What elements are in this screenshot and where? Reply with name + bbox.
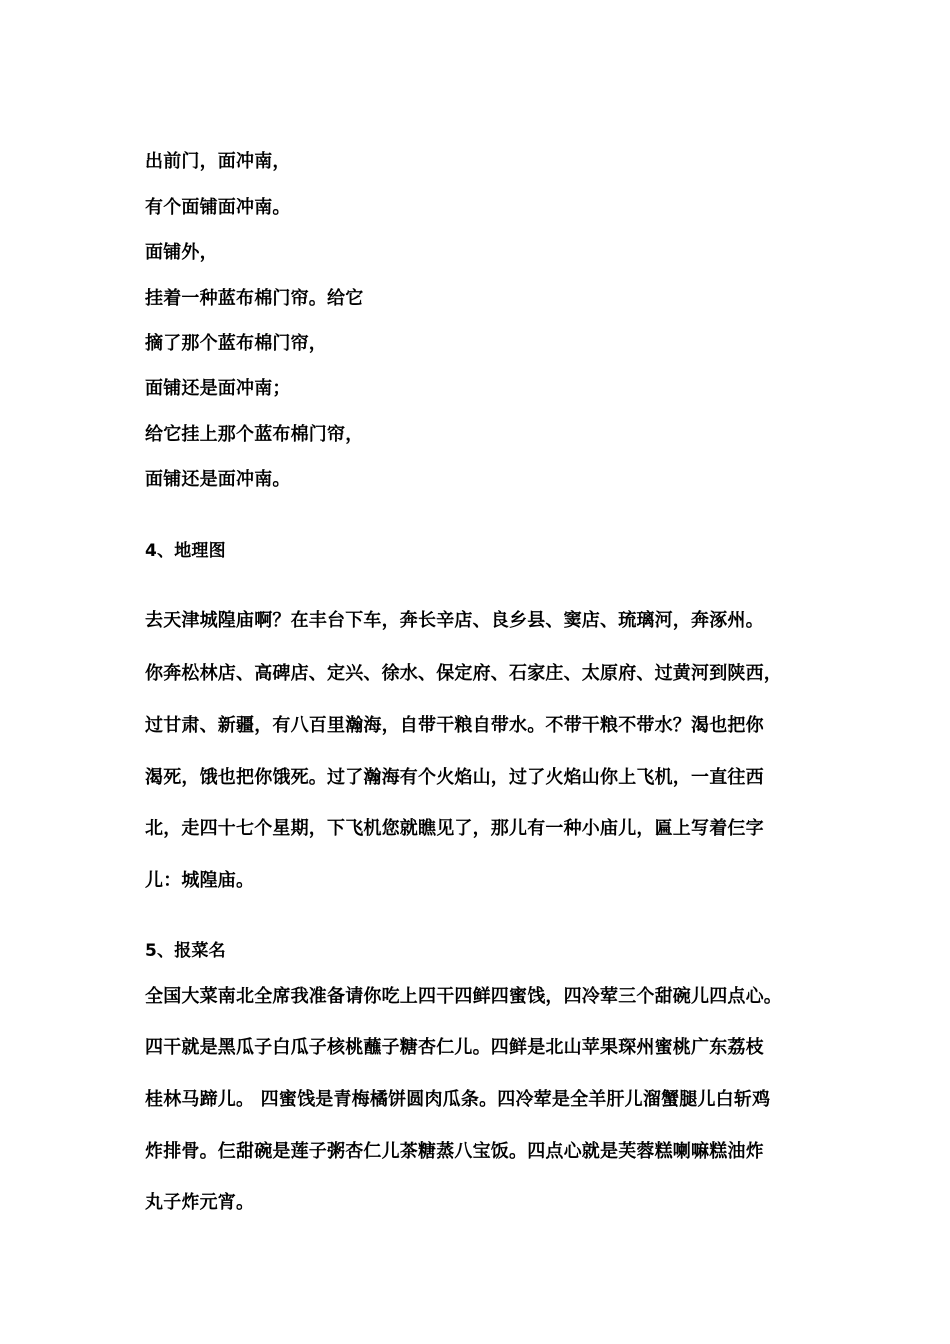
section-5-line-4: 炸排骨。仨甜碗是莲子粥杏仁儿茶糖蒸八宝饭。四点心就是芙蓉糕喇嘛糕油炸: [145, 1141, 764, 1162]
poem-line-3: 面铺外，: [145, 242, 218, 263]
section-4-line-4: 渴死，饿也把你饿死。过了瀚海有个火焰山，过了火焰山你上飞机，一直往西: [145, 767, 764, 788]
section-4-line-3: 过甘肃、新疆，有八百里瀚海，自带干粮自带水。不带干粮不带水？渴也把你: [145, 715, 764, 736]
section-4-line-6: 儿：城隍庙。: [145, 870, 255, 891]
poem-line-8: 面铺还是面冲南。: [145, 469, 291, 490]
poem-line-6: 面铺还是面冲南；: [145, 378, 291, 399]
poem-line-1: 出前门，面冲南，: [145, 151, 291, 172]
poem-line-2: 有个面铺面冲南。: [145, 197, 291, 218]
section-5-line-1: 全国大菜南北全席我准备请你吃上四干四鲜四蜜饯，四冷荤三个甜碗儿四点心。: [145, 986, 782, 1007]
section-4-line-1: 去天津城隍庙啊？在丰台下车，奔长辛店、良乡县、窦店、琉璃河，奔涿州。: [145, 610, 764, 631]
poem-line-4: 挂着一种蓝布棉门帘。给它: [145, 288, 364, 309]
section-5-line-2: 四干就是黑瓜子白瓜子核桃蘸子糖杏仁儿。四鲜是北山苹果琛州蜜桃广东荔枝: [145, 1037, 764, 1058]
section-4-heading: 4、地理图: [145, 541, 226, 561]
section-5-line-3: 桂林马蹄儿。 四蜜饯是青梅橘饼圆肉瓜条。四冷荤是全羊肝儿溜蟹腿儿白斩鸡: [145, 1089, 771, 1110]
section-4-line-5: 北，走四十七个星期，下飞机您就瞧见了，那儿有一种小庙儿，匾上写着仨字: [145, 818, 764, 839]
section-5-line-5: 丸子炸元宵。: [145, 1192, 255, 1213]
poem-line-5: 摘了那个蓝布棉门帘，: [145, 333, 327, 354]
section-4-line-2: 你奔松林店、高碑店、定兴、徐水、保定府、石家庄、太原府、过黄河到陕西，: [145, 663, 782, 684]
poem-line-7: 给它挂上那个蓝布棉门帘，: [145, 424, 364, 445]
section-5-heading: 5、报菜名: [145, 941, 226, 961]
